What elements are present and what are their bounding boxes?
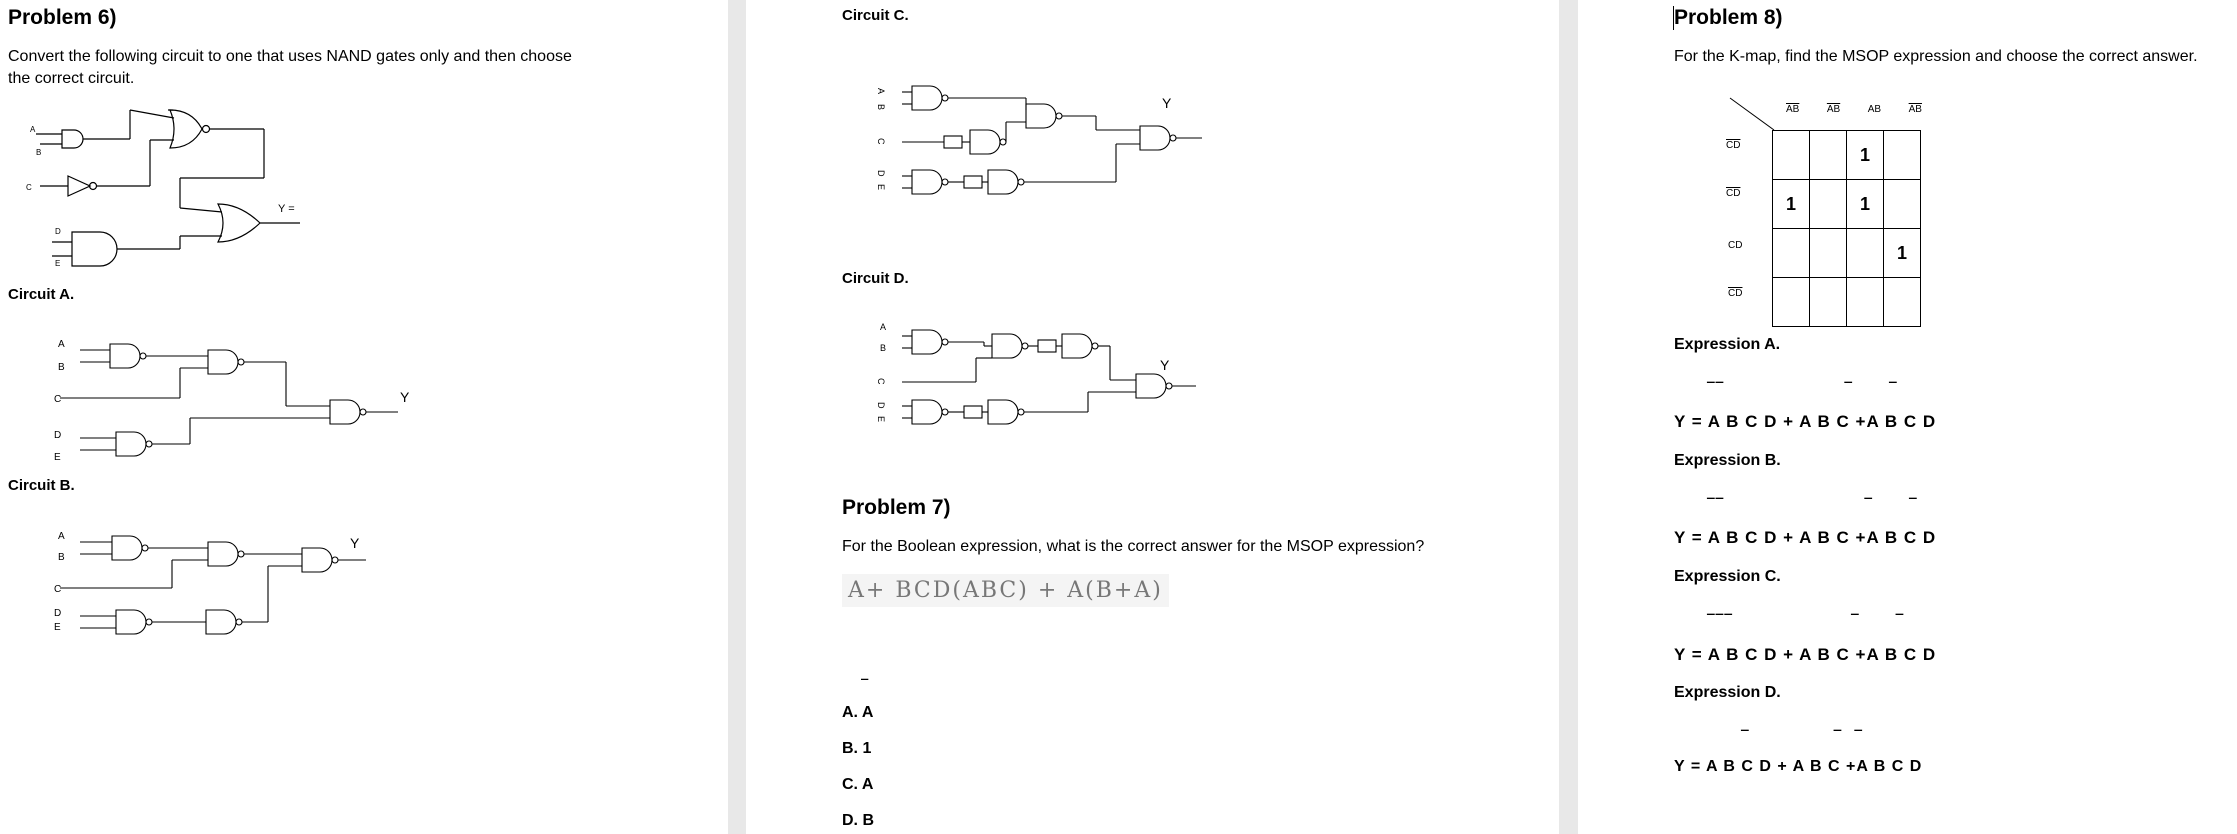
kmap-cell: 1 [1773, 180, 1810, 229]
problem7-text: For the Boolean expression, what is the correct answer for the MSOP expression? [842, 538, 1425, 555]
kmap-cell [1810, 180, 1847, 229]
problem6-text-line2: the correct circuit. [8, 70, 135, 87]
answer-b: B. 1 [842, 740, 872, 757]
expression-b-line: Y = A B C D + A B C +A B C D [1674, 528, 1937, 547]
orig-and-gate-ab [62, 130, 83, 148]
circuit-c-label: Circuit C. [842, 7, 909, 24]
kmap-cell [1773, 278, 1810, 327]
problem8-text: For the K-map, find the MSOP expression and choose the correct answer. [1674, 48, 2198, 65]
expression-d-line: Y = A B C D + A B C +A B C D [1674, 758, 1923, 775]
kmap-row-header-1: $\overline{CD}$ [1726, 140, 1741, 151]
circuit-b-diagram [40, 522, 440, 642]
kmap-cell [1810, 278, 1847, 327]
circuit-d-diagram [866, 316, 1266, 436]
orig-or-gate-output [218, 204, 260, 242]
orig-input-d: D [55, 227, 61, 236]
kmap-cell [1847, 229, 1884, 278]
problem6-text-line1: Convert the following circuit to one that uses NAND gates only and then choose [8, 48, 572, 65]
kmap-col-header-4: $\overline{AB}$ [1908, 104, 1922, 115]
kmap-cell [1810, 229, 1847, 278]
circuit-d-input-b: B [880, 343, 887, 353]
expression-c-bars: ‾‾‾ ‾ ‾ [1708, 612, 1906, 631]
orig-not-gate-c [68, 176, 90, 196]
expression-b-label: Expression B. [1674, 452, 1781, 469]
orig-input-c: C [26, 183, 32, 192]
page-2 [746, 0, 1559, 834]
kmap-cell [1773, 229, 1810, 278]
expression-a-line: Y = A B C D + A B C +A B C D [1674, 412, 1937, 431]
orig-output: Y = [278, 203, 295, 215]
circuit-b-output: Y [350, 535, 360, 551]
answer-d: D. B [842, 812, 875, 829]
answer-a: A. A [842, 704, 874, 721]
kmap-corner-diagonal [1728, 96, 1776, 132]
kmap-col-header-3: AB [1867, 104, 1882, 115]
orig-or-gate-top [170, 110, 202, 148]
circuit-d-input-e: E [876, 416, 886, 423]
circuit-d-label: Circuit D. [842, 270, 909, 287]
orig-input-a: A [30, 125, 36, 134]
page-1 [0, 0, 728, 834]
kmap-row-header-4: $\overline{CD}$ [1728, 288, 1743, 299]
circuit-a-label: Circuit A. [8, 286, 75, 303]
kmap-cell [1810, 131, 1847, 180]
kmap-row-header-3: CD [1728, 240, 1743, 251]
circuit-b-input-e: E [54, 622, 61, 633]
problem6-title: Problem 6) [8, 6, 117, 29]
problem7-title: Problem 7) [842, 496, 951, 519]
circuit-d-output: Y [1160, 357, 1170, 373]
circuit-a-input-e: E [54, 452, 61, 463]
kmap-cell [1773, 131, 1810, 180]
circuit-c-input-b: B [876, 104, 886, 111]
kmap-cell [1884, 278, 1921, 327]
expression-c-label: Expression C. [1674, 568, 1781, 585]
circuit-a-input-a: A [58, 339, 65, 350]
kmap-row-header-2: $\overline{CD}$ [1726, 188, 1741, 199]
circuit-d-input-c: C [876, 378, 886, 385]
circuit-b-input-b: B [58, 552, 65, 563]
circuit-b-label: Circuit B. [8, 477, 75, 494]
expression-d-label: Expression D. [1674, 684, 1781, 701]
orig-input-e: E [55, 259, 61, 268]
expression-b-bars: ‾‾ ‾ ‾ [1708, 496, 1919, 515]
kmap-cell [1884, 180, 1921, 229]
circuit-b-input-d: D [54, 608, 62, 619]
kmap-col-header-2: $\overline{AB}$ [1826, 104, 1841, 115]
circuit-a-input-c: C [54, 394, 62, 405]
circuit-d-input-a: A [880, 322, 887, 332]
expression-c-line: Y = A B C D + A B C +A B C D [1674, 645, 1937, 664]
kmap-cell: 1 [1884, 229, 1921, 278]
expression-a-label: Expression A. [1674, 336, 1781, 353]
kmap-grid [1772, 130, 1921, 327]
circuit-a-input-b: B [58, 362, 65, 373]
kmap-column-headers [1786, 104, 1922, 115]
kmap-cell: 1 [1847, 131, 1884, 180]
problem8-title: Problem 8) [1674, 6, 1783, 29]
circuit-a-diagram [40, 330, 440, 470]
expression-d-bars: ‾ ‾ ‾ [1742, 728, 1865, 747]
circuit-b-input-a: A [58, 531, 65, 542]
kmap-col-header-1: $\overline{AB}$ [1786, 104, 1800, 115]
circuit-c-input-a: A [876, 88, 886, 95]
kmap-cell [1847, 278, 1884, 327]
circuit-a-input-d: D [54, 430, 62, 441]
kmap-cell: 1 [1847, 180, 1884, 229]
circuit-b-input-c: C [54, 584, 62, 595]
circuit-c-input-c: C [876, 138, 886, 145]
page-3 [1578, 0, 2237, 834]
circuit-c-diagram [866, 78, 1266, 208]
circuit-c-input-e: E [876, 184, 886, 191]
circuit-d-input-d: D [876, 402, 886, 409]
expression-a-bars: ‾‾ ‾ ‾ [1708, 380, 1899, 399]
orig-input-b: B [36, 148, 42, 157]
orig-nand-gate-de [72, 232, 117, 266]
original-circuit-diagram [0, 100, 330, 275]
problem7-handwritten-expression: A+ BCD(ABC) + A(B+A) [842, 574, 1169, 607]
circuit-c-output: Y [1162, 95, 1172, 111]
circuit-a-output: Y [400, 389, 410, 405]
answer-a-bar: ‾ [862, 678, 868, 695]
circuit-c-input-d: D [876, 170, 886, 177]
kmap-cell [1884, 131, 1921, 180]
answer-c: C. A [842, 776, 874, 793]
